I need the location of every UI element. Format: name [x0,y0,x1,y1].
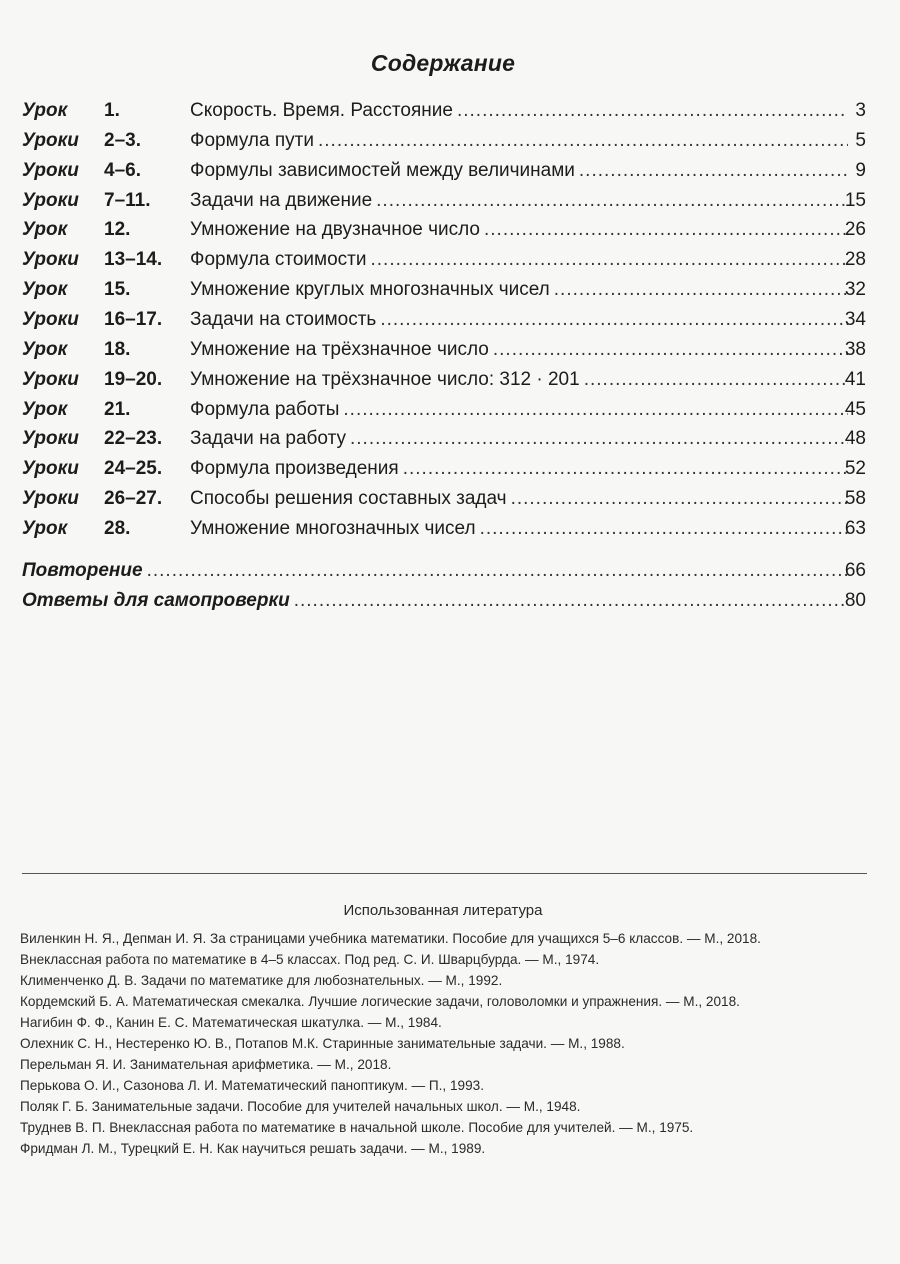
toc-entry-number: 4–6. [104,159,141,181]
literature-item: Поляк Г. Б. Занимательные задачи. Пособие для учителей начальных школ. — М., 1948. [20,1099,581,1114]
toc-entry-page: 52 [844,458,866,480]
toc-entry-page: 58 [844,488,866,510]
toc-summary-entry[interactable] [0,556,900,586]
toc-entry-kind: Уроки [22,249,79,271]
toc-entry-number: 7–11. [104,189,151,211]
toc-entry-number: 15. [104,279,131,301]
toc-entry[interactable] [0,186,900,216]
toc-entry-title: Способы решения составных задач [190,488,507,510]
section-divider [22,873,867,874]
dot-leader [511,484,848,514]
dot-leader [403,454,848,484]
toc-entry[interactable] [0,96,900,126]
toc-entry-page: 32 [844,279,866,301]
toc-entry-title: Формула работы [190,398,340,420]
toc-entry[interactable] [0,335,900,365]
literature-list [20,930,868,1161]
toc-entry-title: Умножение на трёхзначное число: 312 · 201 [190,368,580,390]
toc-entry-number: 18. [104,338,131,360]
toc-entry-title: Формула пути [190,129,314,151]
toc-entry-number: 1. [104,100,120,121]
toc-entry-kind: Уроки [22,428,79,450]
toc-entry-number: 12. [104,219,131,241]
toc-entry-kind: Урок [22,100,68,121]
dot-leader [376,186,848,216]
literature-item: Клименченко Д. В. Задачи по математике для любознательных. — М., 1992. [20,973,503,988]
toc-entry[interactable] [0,484,900,514]
toc-entry[interactable] [0,275,900,305]
toc-entry-title: Умножение на трёхзначное число [190,338,489,360]
toc-entry[interactable] [0,454,900,484]
toc-entry-title-wrap [190,275,848,305]
toc-entry-kind: Урок [22,279,68,301]
toc-entry-page: 3 [855,100,866,121]
toc-entry-title: Формула стоимости [190,249,367,271]
toc-entry-title-wrap [190,305,848,335]
literature-item: Кордемский Б. А. Математическая смекалка. Лучшие логические задачи, головоломки и упражнения. — М., 2018. [20,994,740,1009]
toc-entry-number: 19–20. [104,368,163,390]
toc-entry[interactable] [0,245,900,275]
dot-leader [554,275,848,305]
literature-item: Нагибин Ф. Ф., Канин Е. С. Математическая шкатулка. — М., 1984. [20,1015,442,1030]
dot-leader [294,586,848,616]
dot-leader [370,245,848,275]
toc-entry[interactable] [0,514,900,544]
toc-entry[interactable] [0,424,900,454]
toc-summary-title-wrap [22,586,848,616]
toc-entry-page: 38 [844,338,866,360]
toc-entry-title: Умножение на двузначное число [190,219,480,241]
toc-entry-title: Умножение многозначных чисел [190,517,476,539]
dot-leader [493,335,848,365]
toc-entry-page: 15 [844,189,866,211]
toc-entry-number: 2–3. [104,129,141,151]
toc-entry-title: Формулы зависимостей между величинами [190,159,575,181]
toc-entry-kind: Урок [22,219,68,241]
toc-entry-title-wrap [190,395,848,425]
dot-leader [484,215,848,245]
toc-entry-page: 63 [844,517,866,539]
toc-entry-number: 24–25. [104,458,163,480]
literature-item: Фридман Л. М., Турецкий Е. Н. Как научиться решать задачи. — М., 1989. [20,1141,486,1156]
dot-leader [318,126,848,156]
toc-entry[interactable] [0,395,900,425]
toc-entry-kind: Уроки [22,189,79,211]
toc-summary-entry[interactable] [0,586,900,616]
toc-entry-title-wrap [190,454,848,484]
toc-entry-title-wrap [190,215,848,245]
toc-summary-title: Повторение [22,560,143,581]
toc-title: Содержание [370,50,516,76]
literature-item: Внеклассная работа по математике в 4–5 классах. Под ред. С. И. Шварцбурда. — М., 1974. [20,952,600,967]
toc-entry-number: 21. [104,398,131,420]
toc-entry-page: 34 [844,308,866,330]
toc-entry[interactable] [0,365,900,395]
toc-entry-kind: Уроки [22,308,79,330]
toc-entry-page: 28 [844,249,866,271]
dot-leader [147,556,848,586]
toc-entry-title: Формула произведения [190,458,399,480]
dot-leader [343,395,848,425]
toc-entry-title-wrap [190,245,848,275]
toc-entry-title-wrap [190,156,848,186]
toc-entry-title-wrap [190,126,848,156]
toc-summary-title-wrap [22,556,848,586]
toc-entry-title-wrap [190,424,848,454]
toc-entry-kind: Урок [22,398,68,420]
dot-leader [380,305,848,335]
toc-entry-title: Умножение круглых многозначных чисел [190,279,550,301]
toc-summary-page: 66 [844,560,866,581]
literature-item: Труднев В. П. Внеклассная работа по математике в начальной школе. Пособие для учителей. — М., 1975. [20,1120,694,1135]
toc-entry-title-wrap [190,335,848,365]
literature-item: Олехник С. Н., Нестеренко Ю. В., Потапов М.К. Старинные занимательные задачи. — М., 1988. [20,1036,625,1051]
toc-entry-number: 26–27. [104,488,163,510]
literature-item: Перельман Я. И. Занимательная арифметика. — М., 2018. [20,1057,392,1072]
toc-entry-title-wrap [190,514,848,544]
toc-entry-page: 9 [855,159,866,181]
literature-item: Перькова О. И., Сазонова Л. И. Математический паноптикум. — П., 1993. [20,1078,485,1093]
toc-entry-page: 41 [844,368,866,390]
toc-entry[interactable] [0,215,900,245]
toc-entry-number: 16–17. [104,308,163,330]
toc-entry-kind: Уроки [22,368,79,390]
toc-entry-kind: Урок [22,338,68,360]
toc-summary-page: 80 [844,589,866,611]
toc-summary-title: Ответы для самопроверки [22,589,290,611]
toc-entry-title: Задачи на стоимость [190,308,377,330]
toc-entry-page: 5 [855,129,866,151]
toc-entry-title-wrap [190,186,848,216]
toc-entry-title-wrap [190,365,848,395]
toc-entry-kind: Урок [22,517,68,539]
toc-entry-page: 45 [844,398,866,420]
toc-entry-number: 28. [104,517,131,539]
literature-item: Виленкин Н. Я., Депман И. Я. За страницами учебника математики. Пособие для учащихся 5–6 классов. — М., 2018. [20,931,761,946]
toc-entry-page: 26 [844,219,866,241]
literature-title: Использованная литература [343,902,543,919]
toc-entry-kind: Уроки [22,488,79,510]
dot-leader [579,156,848,186]
toc-entry-kind: Уроки [22,159,79,181]
dot-leader [480,514,848,544]
toc-entry-title: Задачи на работу [190,428,346,450]
toc-entry[interactable] [0,156,900,186]
toc-entry-number: 13–14. [104,249,163,271]
toc-entry-title-wrap [190,96,848,126]
dot-leader [350,424,848,454]
toc-entry-kind: Уроки [22,458,79,480]
dot-leader [584,365,848,395]
toc-entry-kind: Уроки [22,129,79,151]
dot-leader [457,96,848,126]
toc-entry[interactable] [0,126,900,156]
toc-entry-title-wrap [190,484,848,514]
toc-entry-title: Скорость. Время. Расстояние [190,100,453,121]
toc-entry-page: 48 [844,428,866,450]
toc-entry-number: 22–23. [104,428,163,450]
toc-entry[interactable] [0,305,900,335]
toc-entry-title: Задачи на движение [190,189,373,211]
